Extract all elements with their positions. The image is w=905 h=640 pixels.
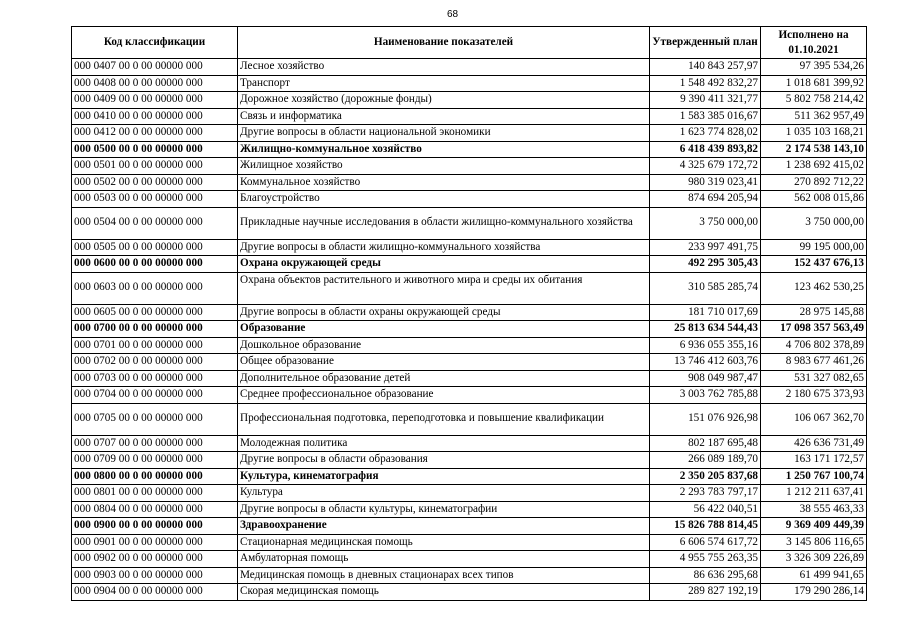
cell-plan: 140 843 257,97: [650, 59, 761, 76]
table-row: [72, 452, 867, 469]
table-row: [72, 518, 867, 535]
cell-code: 000 0501 00 0 00 00000 000: [72, 158, 238, 175]
cell-plan: 2 293 783 797,17: [650, 485, 761, 502]
cell-name: Скорая медицинская помощь: [238, 584, 650, 601]
table-row: [72, 485, 867, 502]
cell-name: Жилищное хозяйство: [238, 158, 650, 175]
cell-exec: 123 462 530,25: [761, 272, 867, 304]
table-row: [72, 354, 867, 371]
cell-exec: 152 437 676,13: [761, 256, 867, 273]
cell-plan: 181 710 017,69: [650, 304, 761, 321]
cell-code: 000 0408 00 0 00 00000 000: [72, 75, 238, 92]
cell-plan: 4 325 679 172,72: [650, 158, 761, 175]
cell-plan: 1 548 492 832,27: [650, 75, 761, 92]
cell-plan: 3 750 000,00: [650, 207, 761, 239]
cell-name: Другие вопросы в области охраны окружающей среды: [238, 304, 650, 321]
table-row: [72, 304, 867, 321]
table-row: [72, 59, 867, 76]
header-exec: Исполнено на 01.10.2021: [761, 27, 867, 59]
cell-name: Культура: [238, 485, 650, 502]
cell-exec: 38 555 463,33: [761, 501, 867, 518]
cell-name: Стационарная медицинская помощь: [238, 534, 650, 551]
cell-exec: 3 750 000,00: [761, 207, 867, 239]
cell-exec: 426 636 731,49: [761, 435, 867, 452]
cell-plan: 9 390 411 321,77: [650, 92, 761, 109]
cell-code: 000 0902 00 0 00 00000 000: [72, 551, 238, 568]
cell-name: Среднее профессиональное образование: [238, 387, 650, 404]
cell-exec: 28 975 145,88: [761, 304, 867, 321]
cell-exec: 1 018 681 399,92: [761, 75, 867, 92]
cell-plan: 874 694 205,94: [650, 191, 761, 208]
cell-plan: 233 997 491,75: [650, 239, 761, 256]
cell-code: 000 0504 00 0 00 00000 000: [72, 207, 238, 239]
cell-exec: 99 195 000,00: [761, 239, 867, 256]
cell-name: Другие вопросы в области жилищно-коммунального хозяйства: [238, 239, 650, 256]
cell-plan: 6 606 574 617,72: [650, 534, 761, 551]
table-row: [72, 551, 867, 568]
cell-exec: 9 369 409 449,39: [761, 518, 867, 535]
cell-name: Другие вопросы в области национальной экономики: [238, 125, 650, 142]
cell-code: 000 0505 00 0 00 00000 000: [72, 239, 238, 256]
cell-code: 000 0703 00 0 00 00000 000: [72, 370, 238, 387]
cell-exec: 179 290 286,14: [761, 584, 867, 601]
cell-name: Общее образование: [238, 354, 650, 371]
cell-name: Образование: [238, 321, 650, 338]
cell-name: Дополнительное образование детей: [238, 370, 650, 387]
cell-plan: 1 623 774 828,02: [650, 125, 761, 142]
cell-code: 000 0502 00 0 00 00000 000: [72, 174, 238, 191]
cell-plan: 4 955 755 263,35: [650, 551, 761, 568]
table-row: [72, 125, 867, 142]
cell-plan: 151 076 926,98: [650, 403, 761, 435]
cell-name: Медицинская помощь в дневных стационарах всех типов: [238, 567, 650, 584]
cell-code: 000 0709 00 0 00 00000 000: [72, 452, 238, 469]
cell-exec: 5 802 758 214,42: [761, 92, 867, 109]
table-row: [72, 321, 867, 338]
table-row: [72, 239, 867, 256]
cell-plan: 908 049 987,47: [650, 370, 761, 387]
cell-exec: 3 326 309 226,89: [761, 551, 867, 568]
cell-code: 000 0409 00 0 00 00000 000: [72, 92, 238, 109]
cell-name: Охрана окружающей среды: [238, 256, 650, 273]
cell-code: 000 0900 00 0 00 00000 000: [72, 518, 238, 535]
cell-name: Охрана объектов растительного и животного мира и среды их обитания: [238, 272, 650, 304]
cell-code: 000 0605 00 0 00 00000 000: [72, 304, 238, 321]
table-row: [72, 387, 867, 404]
cell-code: 000 0600 00 0 00 00000 000: [72, 256, 238, 273]
cell-name: Профессиональная подготовка, переподготовка и повышение квалификации: [238, 403, 650, 435]
cell-code: 000 0702 00 0 00 00000 000: [72, 354, 238, 371]
cell-plan: 3 003 762 785,88: [650, 387, 761, 404]
cell-exec: 531 327 082,65: [761, 370, 867, 387]
cell-name: Другие вопросы в области культуры, кинематографии: [238, 501, 650, 518]
table-row: [72, 141, 867, 158]
cell-name: Транспорт: [238, 75, 650, 92]
table-row: [72, 92, 867, 109]
cell-plan: 86 636 295,68: [650, 567, 761, 584]
cell-exec: 163 171 172,57: [761, 452, 867, 469]
cell-name: Амбулаторная помощь: [238, 551, 650, 568]
cell-code: 000 0801 00 0 00 00000 000: [72, 485, 238, 502]
cell-name: Дорожное хозяйство (дорожные фонды): [238, 92, 650, 109]
cell-code: 000 0701 00 0 00 00000 000: [72, 337, 238, 354]
table-row: [72, 207, 867, 239]
cell-exec: 106 067 362,70: [761, 403, 867, 435]
table-row: [72, 337, 867, 354]
table-row: [72, 534, 867, 551]
cell-name: Жилищно-коммунальное хозяйство: [238, 141, 650, 158]
cell-exec: 4 706 802 378,89: [761, 337, 867, 354]
cell-exec: 511 362 957,49: [761, 108, 867, 125]
table-row: [72, 567, 867, 584]
cell-exec: 97 395 534,26: [761, 59, 867, 76]
table-row: [72, 108, 867, 125]
cell-code: 000 0410 00 0 00 00000 000: [72, 108, 238, 125]
table-row: [72, 174, 867, 191]
cell-code: 000 0800 00 0 00 00000 000: [72, 468, 238, 485]
cell-plan: 2 350 205 837,68: [650, 468, 761, 485]
cell-code: 000 0603 00 0 00 00000 000: [72, 272, 238, 304]
cell-name: Дошкольное образование: [238, 337, 650, 354]
cell-exec: 1 212 211 637,41: [761, 485, 867, 502]
cell-exec: 270 892 712,22: [761, 174, 867, 191]
cell-exec: 17 098 357 563,49: [761, 321, 867, 338]
cell-name: Связь и информатика: [238, 108, 650, 125]
cell-plan: 980 319 023,41: [650, 174, 761, 191]
cell-code: 000 0705 00 0 00 00000 000: [72, 403, 238, 435]
cell-name: Здравоохранение: [238, 518, 650, 535]
cell-code: 000 0704 00 0 00 00000 000: [72, 387, 238, 404]
cell-name: Другие вопросы в области образования: [238, 452, 650, 469]
cell-exec: 61 499 941,65: [761, 567, 867, 584]
table-row: [72, 158, 867, 175]
table-row: [72, 468, 867, 485]
cell-name: Прикладные научные исследования в области жилищно-коммунального хозяйства: [238, 207, 650, 239]
cell-exec: 1 035 103 168,21: [761, 125, 867, 142]
header-code: Код классификации: [72, 27, 238, 59]
cell-code: 000 0500 00 0 00 00000 000: [72, 141, 238, 158]
page-number: 68: [446, 9, 459, 20]
cell-plan: 13 746 412 603,76: [650, 354, 761, 371]
cell-code: 000 0407 00 0 00 00000 000: [72, 59, 238, 76]
cell-code: 000 0707 00 0 00 00000 000: [72, 435, 238, 452]
cell-plan: 6 418 439 893,82: [650, 141, 761, 158]
cell-name: Благоустройство: [238, 191, 650, 208]
cell-exec: 2 174 538 143,10: [761, 141, 867, 158]
cell-exec: 1 250 767 100,74: [761, 468, 867, 485]
cell-name: Культура, кинематография: [238, 468, 650, 485]
cell-code: 000 0412 00 0 00 00000 000: [72, 125, 238, 142]
cell-plan: 266 089 189,70: [650, 452, 761, 469]
cell-code: 000 0903 00 0 00 00000 000: [72, 567, 238, 584]
cell-code: 000 0503 00 0 00 00000 000: [72, 191, 238, 208]
cell-plan: 25 813 634 544,43: [650, 321, 761, 338]
table-header-row: [72, 27, 867, 59]
table-row: [72, 435, 867, 452]
cell-plan: 289 827 192,19: [650, 584, 761, 601]
cell-code: 000 0804 00 0 00 00000 000: [72, 501, 238, 518]
cell-plan: 802 187 695,48: [650, 435, 761, 452]
table-row: [72, 256, 867, 273]
cell-plan: 1 583 385 016,67: [650, 108, 761, 125]
cell-plan: 310 585 285,74: [650, 272, 761, 304]
cell-name: Молодежная политика: [238, 435, 650, 452]
table-row: [72, 584, 867, 601]
cell-plan: 56 422 040,51: [650, 501, 761, 518]
table-row: [72, 75, 867, 92]
cell-exec: 2 180 675 373,93: [761, 387, 867, 404]
cell-name: Коммунальное хозяйство: [238, 174, 650, 191]
table-row: [72, 272, 867, 304]
budget-table: [71, 26, 867, 601]
table-body: [72, 59, 867, 601]
cell-name: Лесное хозяйство: [238, 59, 650, 76]
cell-plan: 6 936 055 355,16: [650, 337, 761, 354]
cell-exec: 562 008 015,86: [761, 191, 867, 208]
cell-plan: 15 826 788 814,45: [650, 518, 761, 535]
header-name: Наименование показателей: [238, 27, 650, 59]
cell-exec: 1 238 692 415,02: [761, 158, 867, 175]
cell-plan: 492 295 305,43: [650, 256, 761, 273]
table-row: [72, 501, 867, 518]
header-plan: Утвержденный план: [650, 27, 761, 59]
cell-code: 000 0700 00 0 00 00000 000: [72, 321, 238, 338]
table-row: [72, 370, 867, 387]
cell-code: 000 0901 00 0 00 00000 000: [72, 534, 238, 551]
cell-code: 000 0904 00 0 00 00000 000: [72, 584, 238, 601]
table-row: [72, 191, 867, 208]
table-row: [72, 403, 867, 435]
cell-exec: 3 145 806 116,65: [761, 534, 867, 551]
cell-exec: 8 983 677 461,26: [761, 354, 867, 371]
